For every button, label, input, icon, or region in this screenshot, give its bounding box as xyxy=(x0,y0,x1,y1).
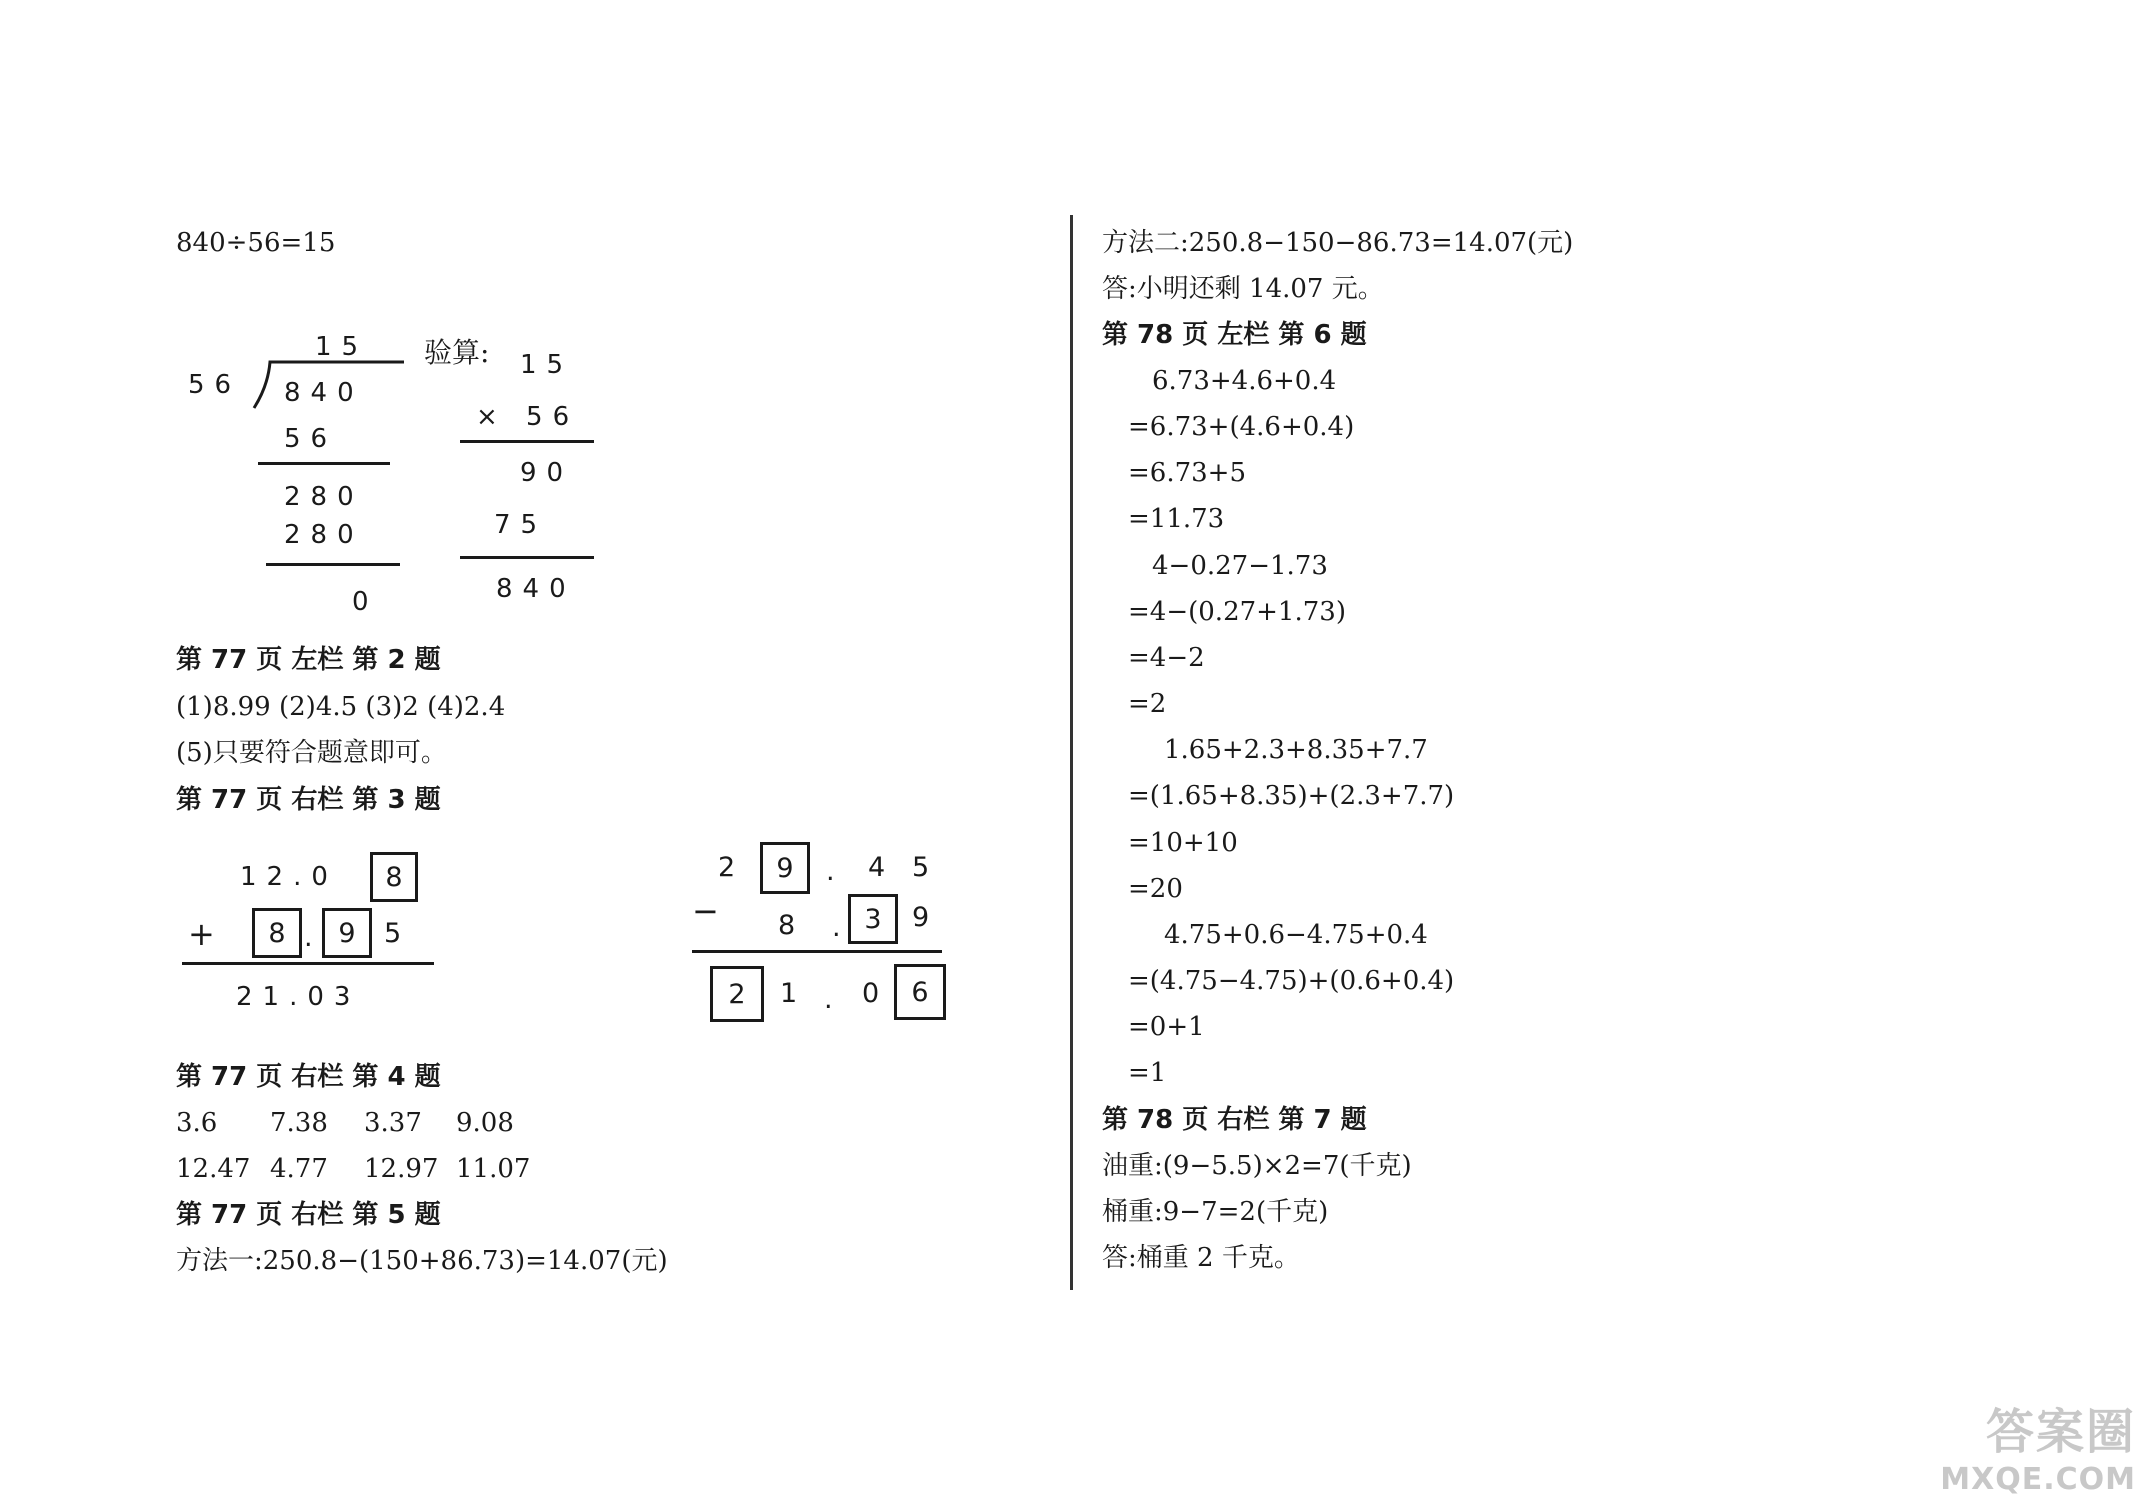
digit: 2 xyxy=(718,852,736,883)
division-line-1 xyxy=(258,462,390,465)
q6-line: =4−(0.27+1.73) xyxy=(1128,597,1346,627)
addition-line xyxy=(182,962,434,965)
division-line-2 xyxy=(266,563,400,566)
quotient: 15 xyxy=(315,332,369,362)
q4-heading: 第 77 页 右栏 第 4 题 xyxy=(176,1062,441,1092)
q6-heading: 第 78 页 左栏 第 6 题 xyxy=(1102,320,1367,350)
decimal-point: . xyxy=(304,922,313,953)
q6-line: =20 xyxy=(1128,874,1183,904)
q5-method-1: 方法一:250.8−(150+86.73)=14.07(元) xyxy=(176,1246,668,1276)
q2-line-2: (5)只要符合题意即可。 xyxy=(176,738,447,768)
plus-sign: + xyxy=(188,915,215,953)
addend-digits: 12.0 xyxy=(240,862,338,892)
verify-partial-1: 90 xyxy=(520,458,574,488)
watermark-cn: 答案圈 xyxy=(1985,1404,2136,1460)
verify-label: 验算: xyxy=(424,336,490,369)
addend-digit: 5 xyxy=(384,918,402,949)
decimal-point: . xyxy=(832,912,841,943)
verify-factor-b: × 56 xyxy=(476,402,580,432)
watermark-en: MXQE.COM xyxy=(1940,1462,2136,1497)
q6-line: =6.73+(4.6+0.4) xyxy=(1128,412,1355,442)
divisor: 56 xyxy=(188,370,242,400)
digit: 9 xyxy=(912,902,930,933)
decimal-point: . xyxy=(826,856,835,887)
q4-value: 3.6 xyxy=(176,1108,218,1138)
q6-line: 4.75+0.6−4.75+0.4 xyxy=(1164,920,1428,950)
q4-value: 9.08 xyxy=(456,1108,514,1138)
q3-heading: 第 77 页 右栏 第 3 题 xyxy=(176,785,441,815)
decimal-point: . xyxy=(824,984,833,1015)
verify-factor-a: 15 xyxy=(520,350,574,380)
q6-line: =(1.65+8.35)+(2.3+7.7) xyxy=(1128,781,1455,811)
answer-box: 8 xyxy=(252,908,302,958)
q7-line-2: 桶重:9−7=2(千克) xyxy=(1102,1197,1329,1227)
subtrahend-1: 56 xyxy=(284,424,338,454)
q4-value: 7.38 xyxy=(270,1108,328,1138)
q6-line: 4−0.27−1.73 xyxy=(1152,551,1328,581)
q7-heading: 第 78 页 右栏 第 7 题 xyxy=(1102,1105,1367,1135)
q5-method-2: 方法二:250.8−150−86.73=14.07(元) xyxy=(1102,228,1574,258)
minus-sign: − xyxy=(692,892,719,930)
q6-line: =1 xyxy=(1128,1058,1167,1088)
division-equation: 840÷56=15 xyxy=(176,228,336,258)
answer-box: 8 xyxy=(370,852,418,902)
q4-value: 4.77 xyxy=(270,1154,328,1184)
q5-heading: 第 77 页 右栏 第 5 题 xyxy=(176,1200,441,1230)
q6-line: 6.73+4.6+0.4 xyxy=(1152,366,1337,396)
final-remainder: 0 xyxy=(352,587,379,617)
digit: 5 xyxy=(912,852,930,883)
answer-box: 6 xyxy=(894,964,946,1020)
sum-result: 21.03 xyxy=(236,982,361,1012)
answer-box: 9 xyxy=(760,842,810,894)
q6-line: =4−2 xyxy=(1128,643,1205,673)
column-divider xyxy=(1070,215,1073,1290)
q7-answer: 答:桶重 2 千克。 xyxy=(1102,1243,1300,1273)
digit: 0 xyxy=(862,978,880,1009)
q7-line-1: 油重:(9−5.5)×2=7(千克) xyxy=(1102,1151,1412,1181)
answer-box: 9 xyxy=(322,908,372,958)
remainder-1: 280 xyxy=(284,482,364,512)
watermark-logo xyxy=(1940,1393,2136,1497)
q6-line: =2 xyxy=(1128,689,1167,719)
q6-line: =6.73+5 xyxy=(1128,458,1247,488)
digit: 1 xyxy=(780,978,798,1009)
q4-value: 12.47 xyxy=(176,1154,251,1184)
q4-value: 3.37 xyxy=(364,1108,422,1138)
q5-answer: 答:小明还剩 14.07 元。 xyxy=(1102,274,1384,304)
digit: 4 xyxy=(868,852,886,883)
subtraction-line xyxy=(692,950,942,953)
answer-box: 2 xyxy=(710,966,764,1022)
q6-line: 1.65+2.3+8.35+7.7 xyxy=(1164,735,1428,765)
q6-line: =(4.75−4.75)+(0.6+0.4) xyxy=(1128,966,1455,996)
dividend: 840 xyxy=(284,378,364,408)
subtrahend-2: 280 xyxy=(284,520,364,550)
q2-line-1: (1)8.99 (2)4.5 (3)2 (4)2.4 xyxy=(176,692,506,722)
q4-value: 11.07 xyxy=(456,1154,531,1184)
q6-line: =10+10 xyxy=(1128,828,1238,858)
digit: 8 xyxy=(778,910,796,941)
verify-line-2 xyxy=(460,556,594,559)
answer-box: 3 xyxy=(848,894,898,944)
verify-line-1 xyxy=(460,440,594,443)
verify-partial-2: 75 xyxy=(494,510,548,540)
q4-value: 12.97 xyxy=(364,1154,439,1184)
q2-heading: 第 77 页 左栏 第 2 题 xyxy=(176,645,441,675)
q6-line: =0+1 xyxy=(1128,1012,1205,1042)
q6-line: =11.73 xyxy=(1128,504,1225,534)
verify-product: 840 xyxy=(496,574,576,604)
